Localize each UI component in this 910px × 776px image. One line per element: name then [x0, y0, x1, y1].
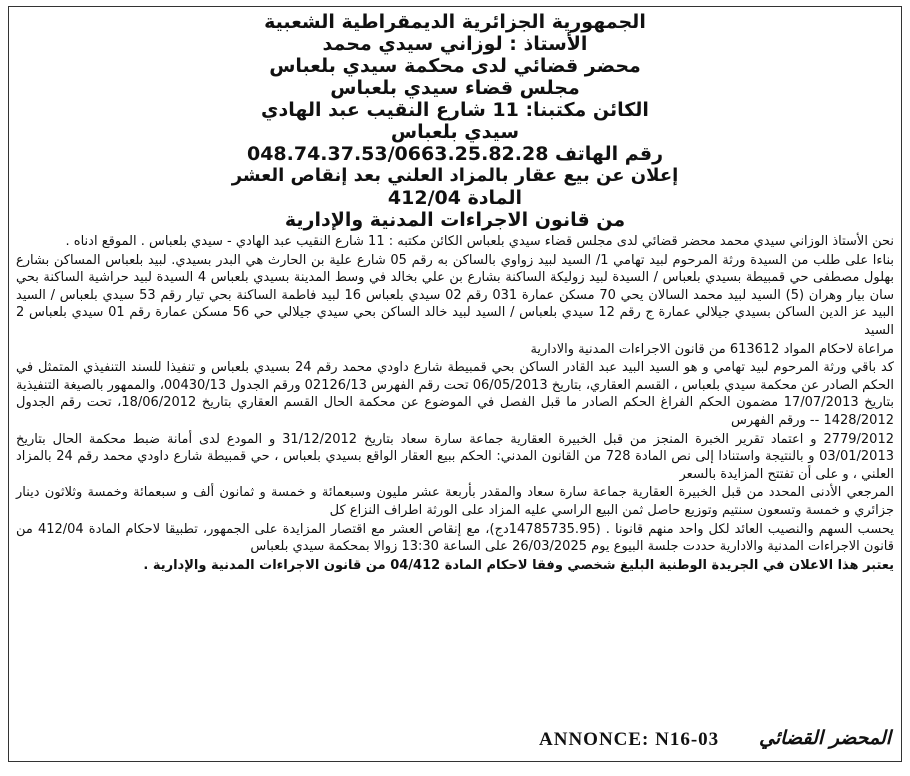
judicial-council: مجلس قضاء سيدي بلعباس — [330, 77, 580, 99]
bailiff-signature: المحضر القضائي — [759, 727, 891, 749]
bailiff-court: محضر قضائي لدى محكمة سيدي بلعباس — [269, 55, 641, 77]
office-address: الكائن مكتبنا: 11 شارع النقيب عبد الهادي — [261, 99, 649, 121]
law-reference: من قانون الاجراءات المدنية والإدارية — [284, 209, 626, 231]
article-number: المادة 412/04 — [387, 187, 523, 209]
bailiff-name: الأستاذ : لوزاني سيدي محمد — [322, 33, 588, 55]
paragraph-intro: نحن الأستاذ الوزاني سيدي محمد محضر قضائي لدى مجلس قضاء سيدي بلعباس الكائن مكتبه : 11 شارع النقيب عبد الهادي - سيدي بلعباس . الموقع ادناه . — [65, 234, 894, 249]
announcement-footer — [19, 727, 891, 755]
paragraph-notice: يعتبر هذا الاعلان في الجريدة الوطنية البليغ شخصي وفقا لاحكام المادة 04/412 من قانون الاجراءات المدنية والإدارية . — [143, 557, 894, 573]
office-city: سيدي بلعباس — [390, 121, 520, 143]
paragraph-petitioners: بناءا على طلب من السيدة ورثة المرحوم لبيد تهامي 1/ السيد لبيد زواوي بالساكن به رقم 05 شارع علية بن الحارث هي البدر بسيدي. لبيد بلعباس المساكن بشارع بهلول مصطفى حي قمبيطة بسيدي بلعباس / السيدة لبيد زوليكة الساكنة بشارع بن علي بخالد في وسط المدينة بسيدي بلعباس 4 السيدة لبيد حراشية الساكنة بحي سان بيار وهران (5) السيد لبيد محمد السالان يحي 70 مسكن عمارة 031 رقم 02 سيدي بلعباس 16 لبيد فاطمة الساكنة بحي تيار رقم 53 سيدي بلعباس / السيد البيد عز الدين الساكن بسيدي جيلالي عمارة ج رقم 12 سيدي بلعباس / السيد لبيد خالد الساكن بحي سيدي جيلالي حي 56 مسكن عمارة رقم 01 سيدي بلعباس 2 السيد — [16, 252, 894, 338]
paragraph-price: المرجعي الأدنى المحدد من قبل الخبيرة العقارية جماعة سارة سعاد والمقدر بأربعة عشر مليون وسبعمائة و خمسة و ثمانون ألف و سبعمائة وخمسة وثلاثون دينار جزائري و خمسة وتسعون سنتيم وتوزيع حاصل ثمن البيع الراسي عليه المزاد على الورثة اطراف النزاع كل — [16, 485, 894, 518]
annonce-number: ANNONCE: N16-03 — [539, 729, 720, 750]
paragraph-articles: مراعاة لاحكام المواد 613612 من قانون الاجراءات المدنية والادارية — [530, 341, 894, 357]
republic-title: الجمهورية الجزائرية الديمقراطية الشعبية — [264, 11, 646, 33]
legal-announcement — [8, 6, 902, 762]
paragraph-expertise: 2779/2012 و اعتماد تقرير الخبرة المنجز من قبل الخبيرة العقارية جماعة سارة سعاد بتاريخ 31/12/2012 و المودع لدى أمانة ضبط محكمة الحال بتاريخ 03/01/2013 و بالنتيجة واستنادا إلى نص المادة 728 من القانون المدني: الحكم ببيع العقار الواقع بسيدي بلعباس ، حي قمبيطة شارع داودي محمد رقم 24 بالمزاد العلني ، و على أن تفتتح المزايدة بالسعر — [16, 431, 894, 482]
paragraph-session: يحسب السهم والنصيب العائد لكل واحد منهم قانونا . (14785735.95دج)، مع إنقاص العشر مع اقتصار المزايدة على الجمهور، تطبيقا لاحكام المادة 412/04 من قانون الاجراءات المدنية والادارية حددت جلسة البيوع يوم 26/03/2025 على الساعة 13:30 زوالا بمحكمة سيدي بلعباس — [16, 521, 894, 555]
announcement-body — [9, 233, 901, 574]
announcement-header — [9, 7, 901, 231]
announcement-title: إعلان عن بيع عقار بالمزاد العلني بعد إنقاص العشر — [231, 165, 679, 186]
paragraph-judgment: كد باقي ورثة المرحوم لبيد تهامي و هو السيد البيد عبد القادر الساكن بحي قمبيطة شارع داودي محمد رقم 24 بسيدي بلعباس و تنفيذا للسند التنفيذي المتمثل في الحكم الصادر عن محكمة سيدي بلعباس ، القسم العقاري، بتاريخ 06/05/2013 تحت رقم الفهرس 02126/13 ورقم الجدول 00430/13، والممهور بالصيغة التنفيذية بتاريخ 17/07/2013 مضمون الحكم الفراغ الحكم الصادر ما قبل الفصل في الموضوع عن محكمة الحال القسم العقاري بتاريخ 18/06/2012، تحت رقم الجدول 1428/2012 -- ورقم الفهرس — [16, 360, 895, 428]
phone-line: رقم الهاتف 048.74.37.53/0663.25.82.28 — [246, 143, 664, 165]
